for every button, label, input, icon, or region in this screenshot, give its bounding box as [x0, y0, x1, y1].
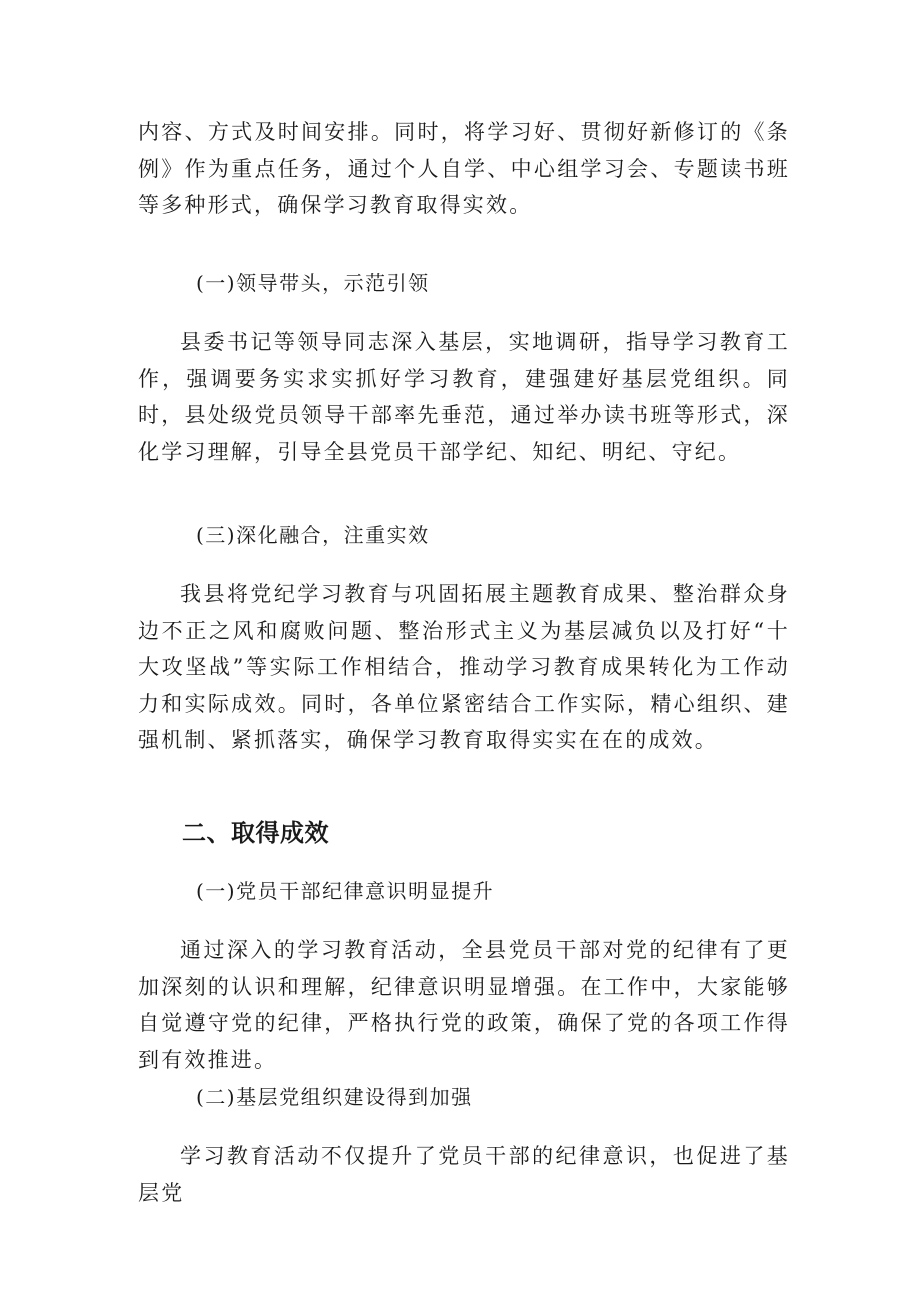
- subheading-integration: (三)深化融合，注重实效: [196, 523, 430, 547]
- paragraph-intro: 内容、方式及时间安排。同时，将学习好、贯彻好新修订的《条例》作为重点任务，通过个人自学、中心组学习会、专题读书班等多种形式，确保学习教育取得实效。: [138, 120, 790, 217]
- section-heading-results: 二、取得成效: [182, 819, 329, 847]
- paragraph-grassroots: 学习教育活动不仅提升了党员干部的纪律意识，也促进了基层党: [138, 1144, 790, 1205]
- paragraph-discipline: 通过深入的学习教育活动，全县党员干部对党的纪律有了更加深刻的认识和理解，纪律意识明显增强。在工作中，大家能够自觉遵守党的纪律，严格执行党的政策，确保了党的各项工作得到有效推进。: [138, 938, 790, 1072]
- paragraph-integration: 我县将党纪学习教育与巩固拓展主题教育成果、整治群众身边不正之风和腐败问题、整治形式主义为基层减负以及打好“十大攻坚战”等实际工作相结合，推动学习教育成果转化为工作动力和实际成效。同时，各单位紧密结合工作实际，精心组织、建强机制、紧抓落实，确保学习教育取得实实在在的成效。: [138, 582, 790, 752]
- subheading-leadership: (一)领导带头，示范引领: [196, 271, 430, 295]
- paragraph-leadership: 县委书记等领导同志深入基层，实地调研，指导学习教育工作，强调要务实求实抓好学习教育，建强建好基层党组织。同时，县处级党员领导干部率先垂范，通过举办读书班等形式，深化学习理解，引导全县党员干部学纪、知纪、明纪、守纪。: [138, 330, 790, 464]
- subheading-grassroots: (二)基层党组织建设得到加强: [196, 1085, 473, 1109]
- subheading-discipline: (一)党员干部纪律意识明显提升: [196, 879, 495, 903]
